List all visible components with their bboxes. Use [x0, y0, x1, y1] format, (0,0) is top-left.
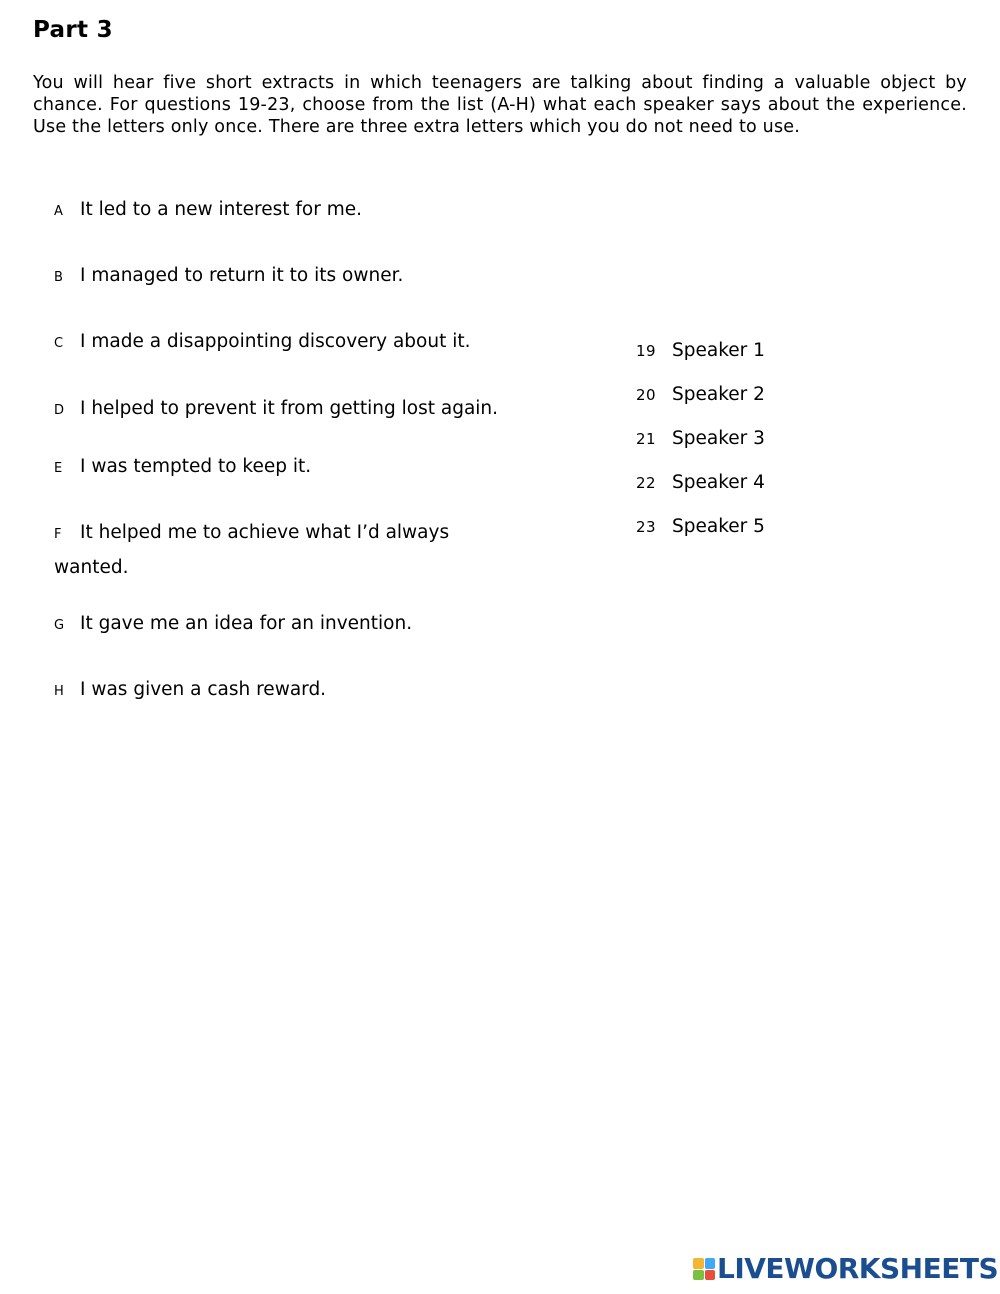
option-e: [54, 450, 484, 485]
badge-square: [693, 1258, 704, 1269]
option-text: I was tempted to keep it.: [80, 456, 312, 477]
option-letter: B: [54, 270, 63, 285]
option-d: [54, 392, 514, 427]
option-letter: C: [54, 336, 64, 351]
option-h: [54, 673, 484, 708]
question-number: 19: [636, 342, 657, 360]
question-number: 21: [636, 430, 657, 448]
option-text: I helped to prevent it from getting lost again.: [80, 398, 499, 419]
speaker-label: Speaker 2: [672, 384, 765, 405]
option-letter: G: [54, 618, 65, 633]
option-a: [54, 193, 484, 228]
option-text: It helped me to achieve what I’d always wanted.: [54, 522, 450, 578]
question-number: 22: [636, 474, 657, 492]
option-letter: D: [54, 403, 65, 418]
option-letter: H: [54, 684, 64, 699]
badge-square: [705, 1270, 716, 1281]
option-letter: F: [54, 527, 62, 542]
logo-badge-icon: [693, 1258, 715, 1280]
option-letter: E: [54, 461, 63, 476]
speaker-row-20: [636, 384, 765, 405]
option-letter: A: [54, 204, 63, 219]
speaker-label: Speaker 1: [672, 340, 765, 361]
speaker-label: Speaker 5: [672, 516, 765, 537]
logo-text: LIVEWORKSHEETS: [717, 1252, 999, 1285]
badge-square: [693, 1270, 704, 1281]
option-text: I was given a cash reward.: [80, 679, 327, 700]
option-text: It gave me an idea for an invention.: [80, 613, 413, 634]
speaker-row-23: [636, 516, 765, 537]
speaker-row-19: [636, 340, 765, 361]
liveworksheets-logo[interactable]: [693, 1252, 999, 1285]
page-title: Part 3: [33, 17, 113, 43]
speaker-label: Speaker 3: [672, 428, 765, 449]
option-text: I made a disappointing discovery about it.: [80, 331, 471, 352]
question-number: 23: [636, 518, 657, 536]
speaker-row-22: [636, 472, 765, 493]
option-b: [54, 259, 484, 294]
speaker-row-21: [636, 428, 765, 449]
option-g: [54, 607, 484, 642]
instructions-text: You will hear five short extracts in which teenagers are talking about finding a valuable object by chance. For questions 19-23, choose from the list (A-H) what each speaker says about the experience. Use the letters only once. There are three extra letters which you do not need to use.: [33, 73, 967, 137]
option-text: I managed to return it to its owner.: [80, 265, 404, 286]
option-f: [54, 516, 454, 584]
speaker-label: Speaker 4: [672, 472, 765, 493]
option-c: [54, 325, 484, 360]
question-number: 20: [636, 386, 657, 404]
option-text: It led to a new interest for me.: [80, 199, 362, 220]
badge-square: [705, 1258, 716, 1269]
